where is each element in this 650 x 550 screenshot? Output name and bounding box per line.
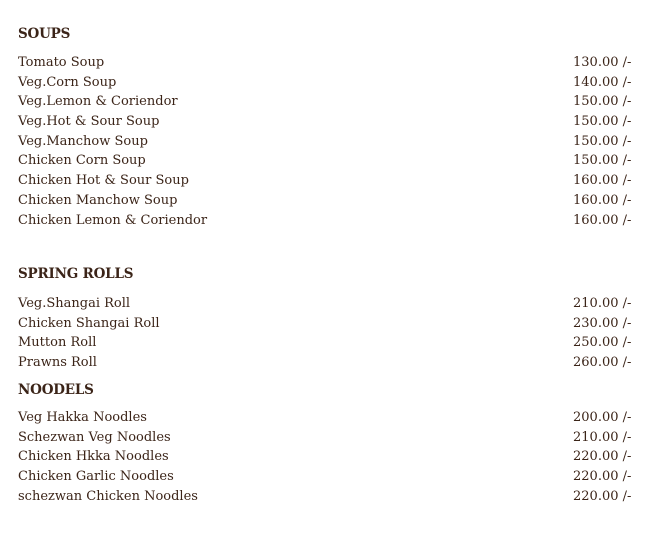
soups-section — [18, 24, 638, 230]
menu-item — [18, 132, 638, 152]
menu-item — [18, 314, 638, 334]
section-heading: SPRING ROLLS — [18, 266, 134, 282]
menu-item — [18, 53, 638, 73]
item-price: 130.00 /- — [573, 55, 632, 70]
section-heading: SOUPS — [18, 26, 71, 42]
item-price: 160.00 /- — [573, 173, 632, 189]
menu-item — [18, 294, 638, 314]
item-name: Veg.Corn Soup — [18, 74, 117, 90]
item-price: 220.00 /- — [573, 469, 632, 485]
section-heading: NOODELS — [18, 382, 94, 398]
item-price: 200.00 /- — [573, 410, 632, 425]
menu-item — [18, 353, 638, 373]
menu-item — [18, 191, 638, 211]
item-price: 150.00 /- — [573, 153, 632, 169]
item-name: Chicken Lemon & Coriendor — [18, 212, 208, 228]
item-price: 150.00 /- — [573, 133, 632, 149]
menu-item — [18, 151, 638, 171]
item-price: 150.00 /- — [573, 94, 632, 110]
menu-item — [18, 112, 638, 132]
menu-item — [18, 447, 638, 467]
menu-item — [18, 92, 638, 112]
item-price: 210.00 /- — [573, 296, 632, 311]
item-price: 160.00 /- — [573, 192, 632, 208]
item-name: Chicken Hot & Sour Soup — [18, 173, 189, 189]
item-name: Veg.Shangai Roll — [18, 296, 131, 311]
menu-item — [18, 408, 638, 428]
menu-item — [18, 171, 638, 191]
menu-item — [18, 211, 638, 231]
item-price: 220.00 /- — [573, 449, 632, 465]
item-name: Prawns Roll — [18, 355, 97, 371]
menu-item — [18, 333, 638, 353]
noodels-section — [18, 380, 638, 506]
menu-item — [18, 487, 638, 507]
item-price: 230.00 /- — [573, 315, 632, 331]
item-price: 150.00 /- — [573, 114, 632, 130]
item-name: Chicken Corn Soup — [18, 153, 146, 169]
item-name: Chicken Hkka Noodles — [18, 449, 169, 465]
item-name: Veg.Lemon & Coriendor — [18, 94, 178, 110]
item-name: schezwan Chicken Noodles — [18, 488, 198, 504]
item-price: 160.00 /- — [573, 212, 632, 228]
item-name: Chicken Shangai Roll — [18, 315, 160, 331]
menu-item — [18, 428, 638, 448]
spring-rolls-section — [18, 264, 638, 373]
menu-list — [18, 53, 638, 230]
item-price: 210.00 /- — [573, 429, 632, 445]
item-price: 260.00 /- — [573, 355, 632, 371]
item-price: 140.00 /- — [573, 74, 632, 90]
item-name: Chicken Garlic Noodles — [18, 469, 174, 485]
item-price: 250.00 /- — [573, 335, 632, 351]
item-name: Veg.Manchow Soup — [18, 133, 148, 149]
menu-list — [18, 408, 638, 506]
menu-list — [18, 294, 638, 373]
menu-item — [18, 467, 638, 487]
item-name: Veg Hakka Noodles — [18, 410, 147, 425]
item-name: Mutton Roll — [18, 335, 97, 351]
item-name: Veg.Hot & Sour Soup — [18, 114, 160, 130]
menu-item — [18, 73, 638, 93]
item-name: Chicken Manchow Soup — [18, 192, 178, 208]
item-price: 220.00 /- — [573, 488, 632, 504]
item-name: Tomato Soup — [18, 55, 105, 70]
item-name: Schezwan Veg Noodles — [18, 429, 171, 445]
